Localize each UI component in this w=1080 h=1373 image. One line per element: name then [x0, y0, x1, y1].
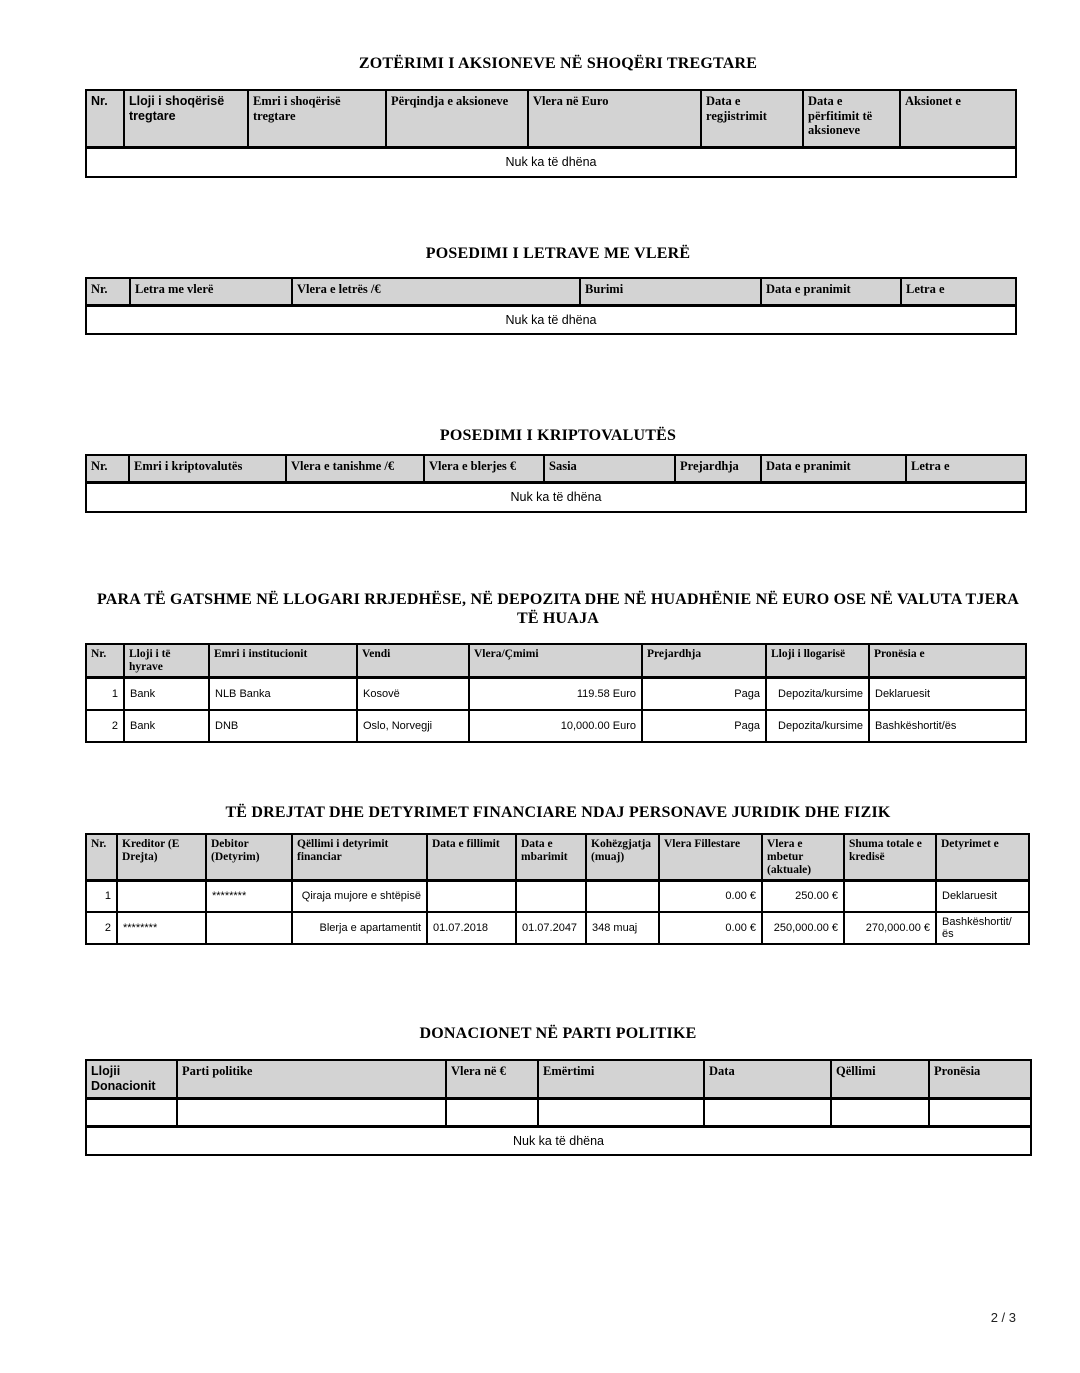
header-debitor: Debitor (Detyrim) — [206, 834, 292, 881]
section-title-detyrimet: TË DREJTAT DHE DETYRIMET FINANCIARE NDAJ PERSONAVE JURIDIK DHE FIZIK — [225, 803, 891, 821]
header-qellimi: Qëllimi i detyrimit financiar — [292, 834, 427, 881]
cell-vlera: 119.58 Euro — [469, 678, 642, 710]
empty-cell — [831, 1098, 929, 1126]
header-data-fillimit: Data e fillimit — [427, 834, 516, 881]
header-data-perfitimit: Data e përfitimit të aksioneve — [803, 90, 900, 147]
kripto-header-row — [86, 455, 1026, 482]
header-vlera-mbetur: Vlera e mbetur (aktuale) — [762, 834, 844, 881]
document-content — [85, 54, 1031, 1156]
header-shuma-totale: Shuma totale e kredisë — [844, 834, 936, 881]
no-data-text: Nuk ka të dhëna — [86, 1126, 1031, 1155]
header-emertimi: Emërtimi — [538, 1060, 704, 1098]
cell-llogaria: Depozita/kursime — [766, 678, 869, 710]
header-pronesia: Pronësia e — [869, 644, 1026, 678]
letrat-header-row — [86, 278, 1016, 305]
cell-vendi: Kosovë — [357, 678, 469, 710]
header-vlera-blerjes: Vlera e blerjes € — [424, 455, 544, 482]
header-letra-me-vlere: Letra me vlerë — [130, 278, 292, 305]
header-qellimi: Qëllimi — [831, 1060, 929, 1098]
header-prejardhja: Prejardhja — [675, 455, 761, 482]
cell-mbarimi: 01.07.2047 — [516, 912, 586, 944]
cell-prejardhja: Paga — [642, 710, 766, 742]
header-aksionet: Aksionet e — [900, 90, 1016, 147]
detyrimet-header-row — [86, 834, 1029, 881]
cell-fillimi: 01.07.2018 — [427, 912, 516, 944]
header-vlera-letres: Vlera e letrës /€ — [292, 278, 580, 305]
header-data-regjistrimit: Data e regjistrimit — [701, 90, 803, 147]
cell-llogaria: Depozita/kursime — [766, 710, 869, 742]
header-pronesia: Pronësia — [929, 1060, 1031, 1098]
header-emri-institucionit: Emri i institucionit — [209, 644, 357, 678]
cell-detyrimet: Deklaruesit — [936, 880, 1029, 912]
table-row — [86, 678, 1026, 710]
header-lloji-hyrave: Lloji i të hyrave — [124, 644, 209, 678]
no-data-text: Nuk ka të dhëna — [86, 147, 1016, 177]
cell-lloji: Bank — [124, 710, 209, 742]
no-data-row — [86, 305, 1016, 334]
empty-cell — [86, 1098, 177, 1126]
para-table — [85, 643, 1027, 743]
header-perqindja: Përqindja e aksioneve — [386, 90, 528, 147]
empty-cell — [446, 1098, 538, 1126]
empty-cell — [538, 1098, 704, 1126]
header-vlera-fillestare: Vlera Fillestare — [659, 834, 762, 881]
cell-mbetur: 250,000.00 € — [762, 912, 844, 944]
table-row — [86, 710, 1026, 742]
table-row — [86, 912, 1029, 944]
header-data-mbarimit: Data e mbarimit — [516, 834, 586, 881]
no-data-row — [86, 147, 1016, 177]
page-number: 2 / 3 — [990, 1310, 1016, 1325]
donacionet-table — [85, 1059, 1032, 1156]
kripto-table — [85, 454, 1027, 513]
empty-cell — [929, 1098, 1031, 1126]
cell-fillimi — [427, 880, 516, 912]
cell-kreditor: ******** — [117, 912, 206, 944]
section-title-aksionet: ZOTËRIMI I AKSIONEVE NË SHOQËRI TREGTARE — [358, 55, 758, 72]
cell-prejardhja: Paga — [642, 678, 766, 710]
header-lloji-donacionit: Llojii Donacionit — [86, 1060, 177, 1098]
header-lloji-llogarise: Lloji i llogarisë — [766, 644, 869, 678]
cell-shuma — [844, 880, 936, 912]
cell-mbarimi — [516, 880, 586, 912]
header-lloji-shoqerise: Lloji i shoqërisë tregtare — [124, 90, 248, 147]
header-kohezgjatja: Kohëzgjatja (muaj) — [586, 834, 659, 881]
cell-qellimi: Blerja e apartamentit — [292, 912, 427, 944]
cell-pronesia: Bashkëshortit/ës — [869, 710, 1026, 742]
cell-debitor — [206, 912, 292, 944]
header-vlera-tanishme: Vlera e tanishme /€ — [286, 455, 424, 482]
header-nr: Nr. — [86, 90, 124, 147]
cell-nr: 1 — [86, 678, 124, 710]
cell-fillestare: 0.00 € — [659, 912, 762, 944]
cell-kohezgjatja — [586, 880, 659, 912]
header-vlera-cmimi: Vlera/Çmimi — [469, 644, 642, 678]
no-data-row — [86, 1126, 1031, 1155]
section-title-donacionet: DONACIONET NË PARTI POLITIKE — [419, 1025, 697, 1042]
cell-detyrimet: Bashkëshortit/ës — [936, 912, 1029, 944]
empty-cell — [704, 1098, 831, 1126]
cell-qellimi: Qiraja mujore e shtëpisë — [292, 880, 427, 912]
empty-data-row — [86, 1098, 1031, 1126]
table-row — [86, 880, 1029, 912]
section-title-kripto: POSEDIMI I KRIPTOVALUTËS — [439, 427, 677, 444]
cell-vlera: 10,000.00 Euro — [469, 710, 642, 742]
para-header-row — [86, 644, 1026, 678]
header-letra-e: Letra e — [901, 278, 1016, 305]
donacionet-header-row — [86, 1060, 1031, 1098]
header-sasia: Sasia — [544, 455, 675, 482]
cell-mbetur: 250.00 € — [762, 880, 844, 912]
header-vlera-euro: Vlera në Euro — [528, 90, 701, 147]
cell-pronesia: Deklaruesit — [869, 678, 1026, 710]
section-title-letrat: POSEDIMI I LETRAVE ME VLERË — [425, 245, 691, 262]
section-title-para: PARA TË GATSHME NË LLOGARI RRJEDHËSE, NË DEPOZITA DHE NË HUADHËNIE NË EURO OSE NË VALUTA TJERA TË HUAJA — [97, 591, 1019, 627]
header-data: Data — [704, 1060, 831, 1098]
header-nr: Nr. — [86, 455, 129, 482]
header-nr: Nr. — [86, 278, 130, 305]
detyrimet-table — [85, 833, 1030, 946]
header-letra-e: Letra e — [906, 455, 1026, 482]
header-prejardhja: Prejardhja — [642, 644, 766, 678]
header-burimi: Burimi — [580, 278, 761, 305]
cell-kreditor — [117, 880, 206, 912]
cell-emri: NLB Banka — [209, 678, 357, 710]
cell-lloji: Bank — [124, 678, 209, 710]
cell-emri: DNB — [209, 710, 357, 742]
cell-kohezgjatja: 348 muaj — [586, 912, 659, 944]
header-nr: Nr. — [86, 834, 117, 881]
header-detyrimet-e: Detyrimet e — [936, 834, 1029, 881]
cell-debitor: ******** — [206, 880, 292, 912]
empty-cell — [177, 1098, 446, 1126]
cell-nr: 2 — [86, 710, 124, 742]
cell-fillestare: 0.00 € — [659, 880, 762, 912]
header-emri-kriptovalutes: Emri i kriptovalutës — [129, 455, 286, 482]
header-nr: Nr. — [86, 644, 124, 678]
no-data-text: Nuk ka të dhëna — [86, 305, 1016, 334]
header-emri-shoqerise: Emri i shoqërisë tregtare — [248, 90, 386, 147]
header-data-pranimit: Data e pranimit — [761, 278, 901, 305]
header-data-pranimit: Data e pranimit — [761, 455, 906, 482]
cell-shuma: 270,000.00 € — [844, 912, 936, 944]
no-data-row — [86, 482, 1026, 512]
header-vlera-euro: Vlera në € — [446, 1060, 538, 1098]
cell-vendi: Oslo, Norvegji — [357, 710, 469, 742]
aksionet-table — [85, 89, 1017, 178]
header-kreditor: Kreditor (E Drejta) — [117, 834, 206, 881]
cell-nr: 2 — [86, 912, 117, 944]
no-data-text: Nuk ka të dhëna — [86, 482, 1026, 512]
header-parti-politike: Parti politike — [177, 1060, 446, 1098]
aksionet-header-row — [86, 90, 1016, 147]
letrat-table — [85, 277, 1017, 335]
header-vendi: Vendi — [357, 644, 469, 678]
cell-nr: 1 — [86, 880, 117, 912]
